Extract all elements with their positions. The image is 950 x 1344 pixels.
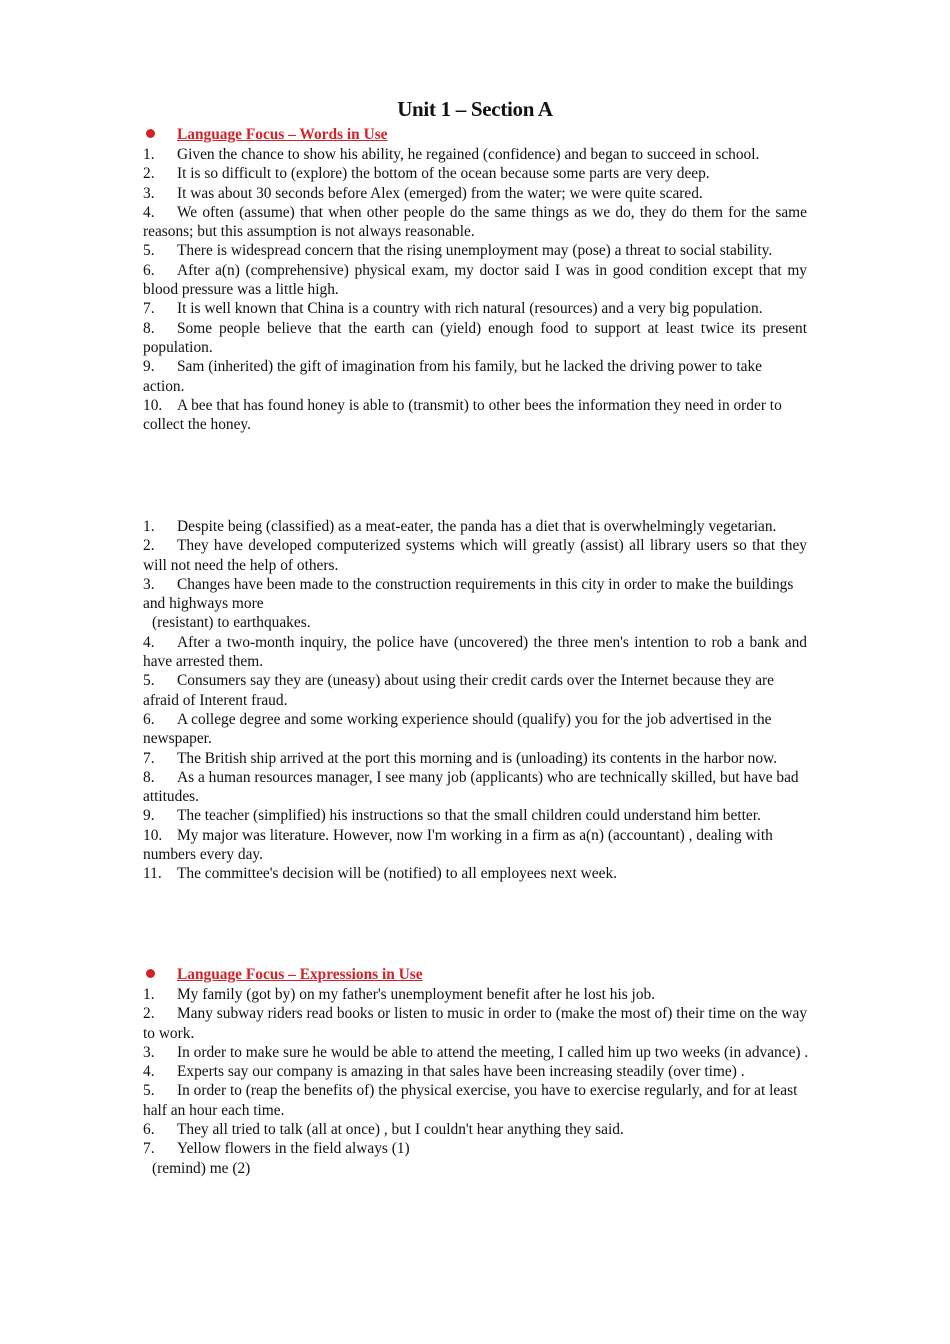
list-item: 1. Despite being (classified) as a meat-eater, the panda has a diet that is overwhelmingly vegetarian. xyxy=(143,518,777,535)
bullet-icon xyxy=(146,969,155,978)
list-item: 2. It is so difficult to (explore) the bottom of the ocean because some parts are very deep. xyxy=(143,165,710,183)
list-item: 3. Changes have been made to the construction requirements in this city in order to make the buildings and highways more (resistant) to earthquakes. xyxy=(143,575,794,632)
list-item: 2. They have developed computerized systems which will greatly (assist) all library users so that they will not need the help of others. xyxy=(143,537,807,574)
list-item: 1. Given the chance to show his ability, he regained (confidence) and began to succeed in school. xyxy=(143,146,760,163)
bullet-icon xyxy=(146,129,155,138)
list-item: 7. Yellow flowers in the field always (1) (remind) me (2) xyxy=(143,1140,410,1177)
page-title: Unit 1 – Section A xyxy=(397,97,553,121)
list-item: 4. After a two-month inquiry, the police have (uncovered) the three men's intention to rob a bank and have arrested them. xyxy=(143,633,807,671)
list-item: 4. We often (assume) that when other people do the same things as we do, they do them for the same reasons; but this assumption is not always reasonable. xyxy=(143,203,807,241)
list-item: 6. They all tried to talk (all at once) , but I couldn't hear anything they said. xyxy=(143,1121,624,1139)
section-heading-label: Language Focus – Expressions in Use xyxy=(177,966,423,983)
list-item: 8. As a human resources manager, I see many job (applicants) who are technically skilled, but have bad attitudes. xyxy=(143,768,799,806)
list-item: 7. The British ship arrived at the port this morning and is (unloading) its contents in the harbor now. xyxy=(143,749,777,767)
list-item: 5. In order to (reap the benefits of) the physical exercise, you have to exercise regularly, and for at least half an hour each time. xyxy=(143,1082,798,1119)
list-item: 9. The teacher (simplified) his instructions so that the small children could understand him better. xyxy=(143,807,761,825)
list-item: 7. It is well known that China is a country with rich natural (resources) and a very big population. xyxy=(143,300,763,318)
list-item: 8. Some people believe that the earth can (yield) enough food to support at least twice its present population. xyxy=(143,319,807,356)
list-item: 1. My family (got by) on my father's unemployment benefit after he lost his job. xyxy=(143,986,656,1003)
list-item: 3. In order to make sure he would be able to attend the meeting, I called him up two weeks (in advance) . xyxy=(143,1043,809,1061)
list-item: 5. There is widespread concern that the rising unemployment may (pose) a threat to social stability. xyxy=(143,242,773,260)
list-item: 4. Experts say our company is amazing in that sales have been increasing steadily (over time) . xyxy=(143,1063,745,1081)
list-item: 9. Sam (inherited) the gift of imagination from his family, but he lacked the driving power to take action. xyxy=(143,358,762,395)
list-item: 2. Many subway riders read books or listen to music in order to (make the most of) their time on the way to work. xyxy=(143,1005,808,1042)
section-heading-expressions-in-use xyxy=(143,965,823,984)
list-item: 3. It was about 30 seconds before Alex (emerged) from the water; we were quite scared. xyxy=(143,184,703,202)
list-item: 10. A bee that has found honey is able to (transmit) to other bees the information they need in order to collect the honey. xyxy=(143,396,782,434)
words-in-use-list-part1 xyxy=(143,145,807,434)
list-item: 6. After a(n) (comprehensive) physical exam, my doctor said I was in good condition except that my blood pressure was a little high. xyxy=(143,261,807,299)
list-item: 10. My major was literature. However, now I'm working in a firm as a(n) (accountant) , dealing with numbers every day. xyxy=(143,826,773,864)
list-item: 6. A college degree and some working experience should (qualify) you for the job advertised in the newspaper. xyxy=(143,710,772,748)
list-item: 5. Consumers say they are (uneasy) about using their credit cards over the Internet because they are afraid of Interent fraud. xyxy=(143,672,775,709)
section-heading-label: Language Focus – Words in Use xyxy=(177,126,388,143)
section-heading-words-in-use xyxy=(143,125,823,144)
expressions-in-use-list xyxy=(143,985,811,1178)
list-item: 11. The committee's decision will be (notified) to all employees next week. xyxy=(143,865,617,883)
words-in-use-list-part2 xyxy=(143,517,807,884)
